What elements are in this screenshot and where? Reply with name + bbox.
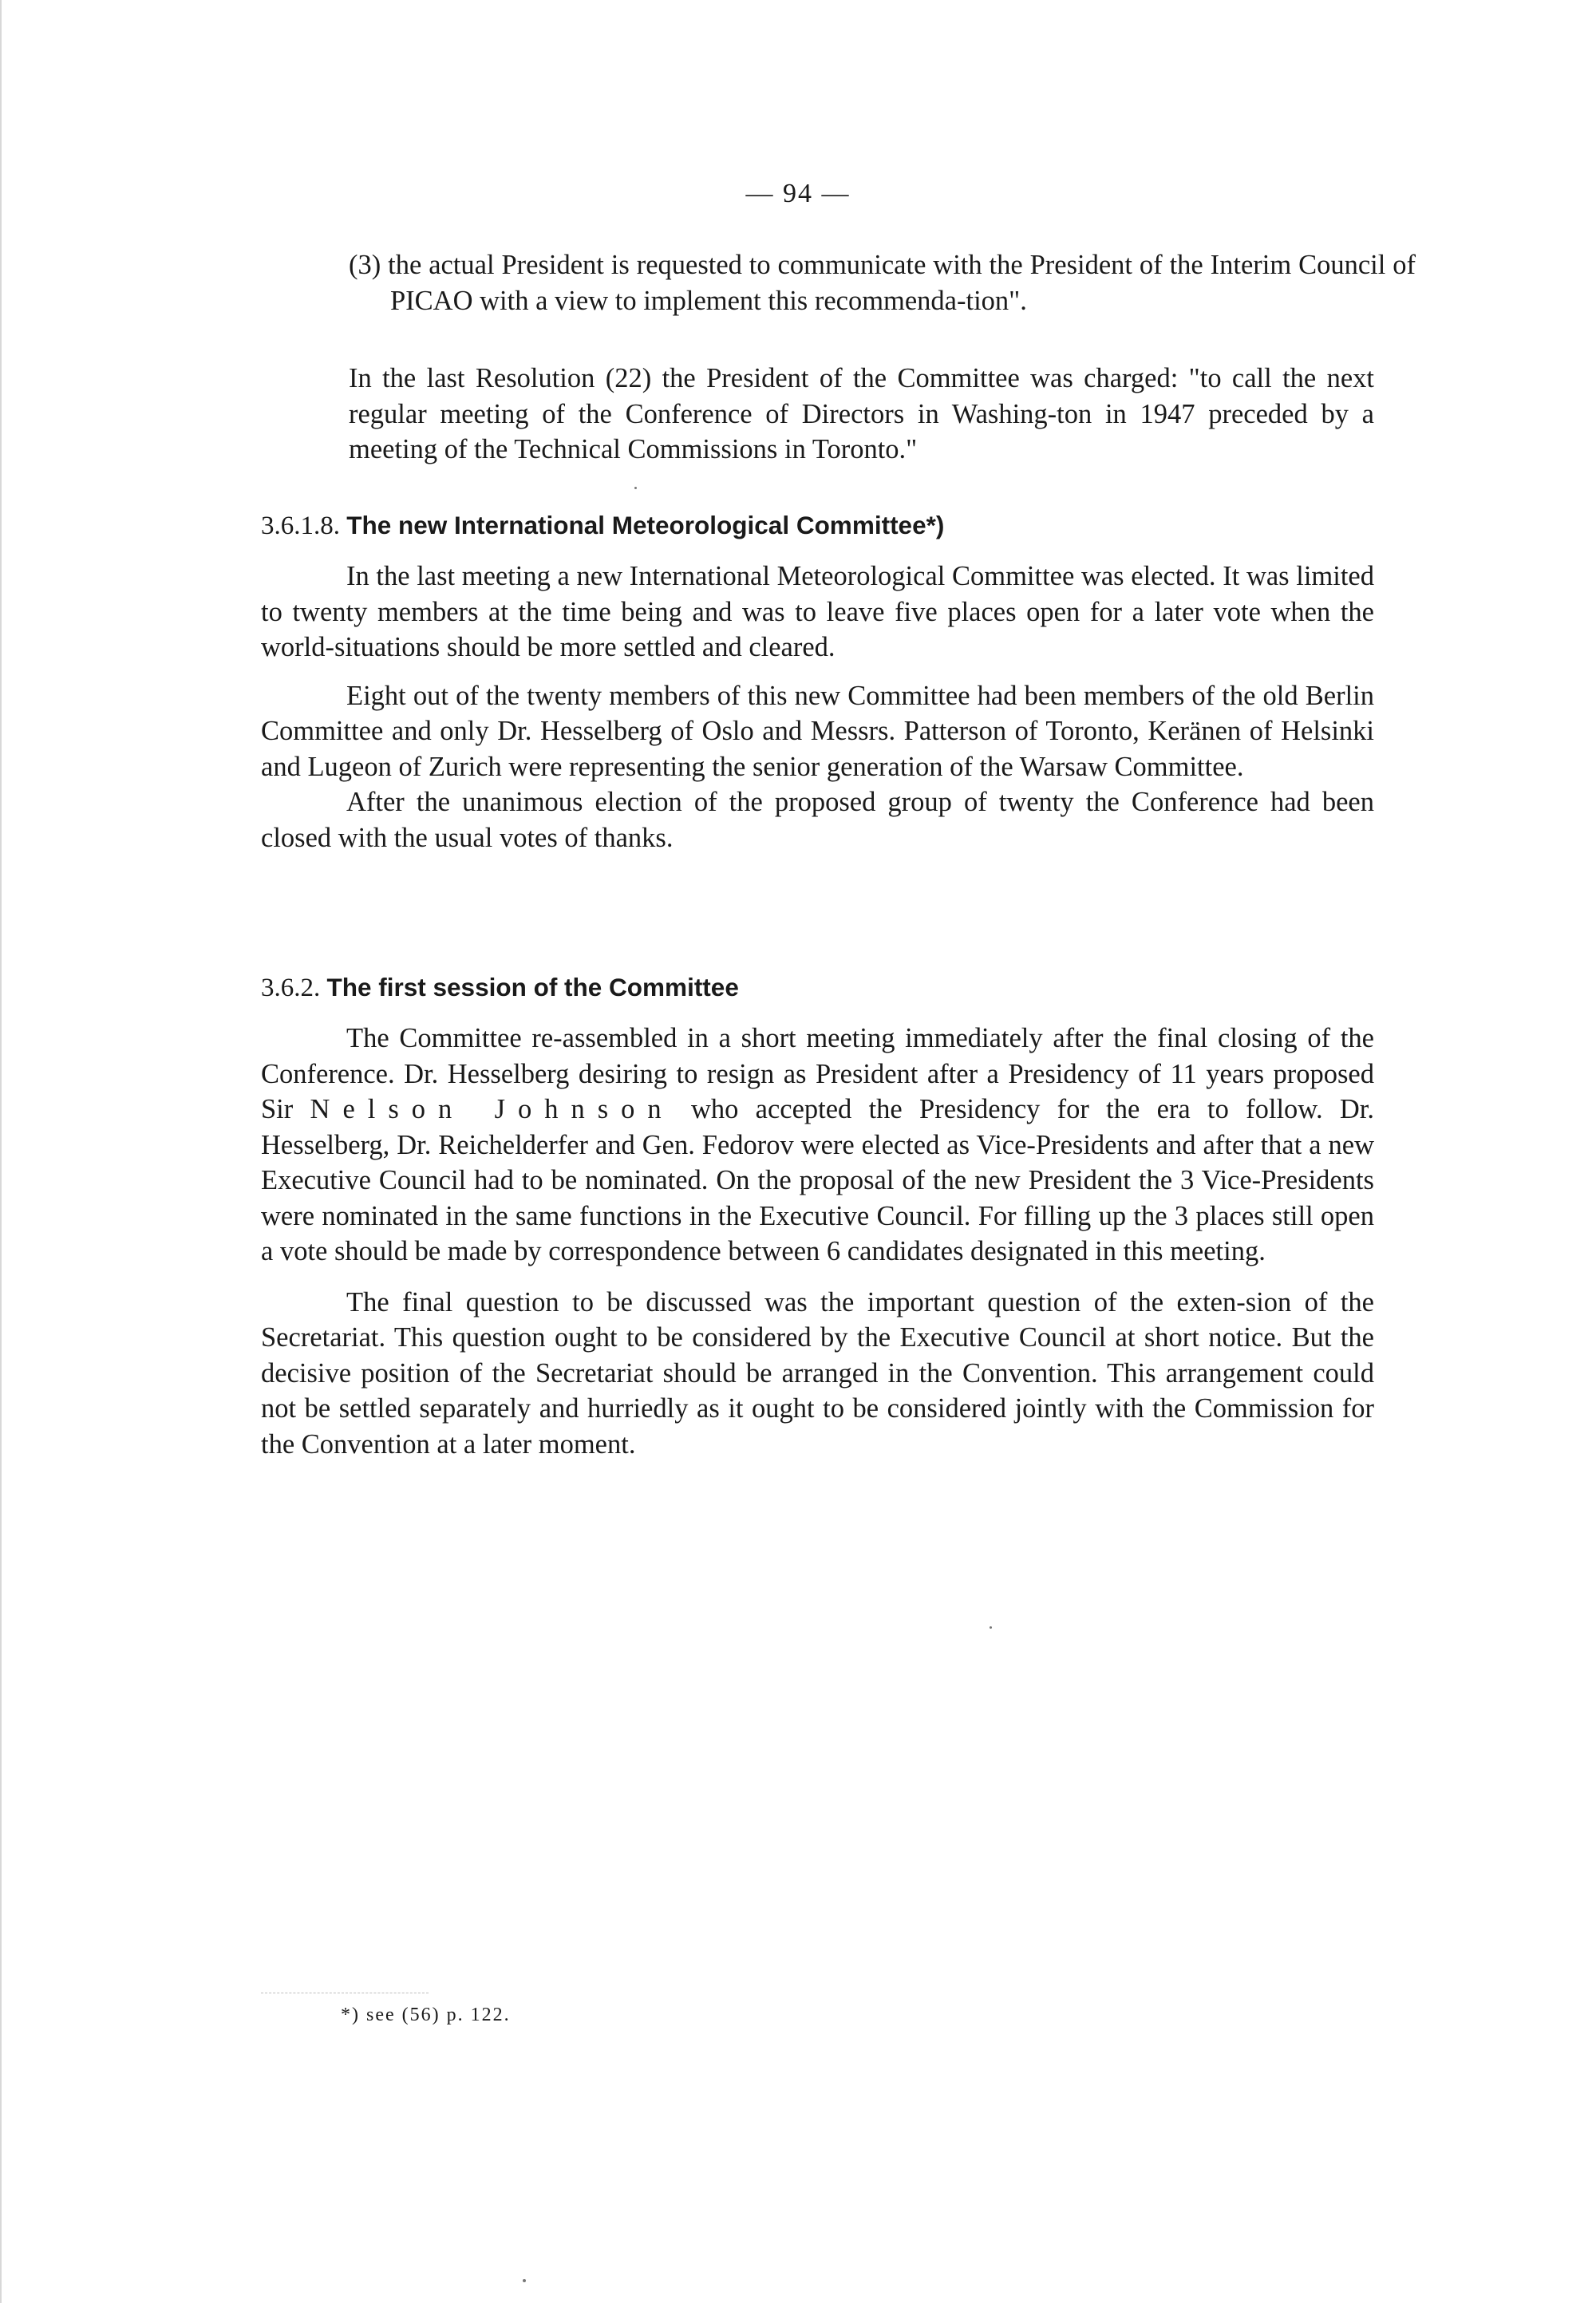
section-title: The new International Meteorological Committee*) [346, 511, 945, 539]
paragraph: The final question to be discussed was the important question of the exten-sion of the Secretariat. This question ought to be considered by the Executive Council at short notice. But the decisive position of the Secretariat should be arranged in the Convention. This arrangement could not be settled separately and hurriedly as it ought to be considered jointly with the Commission for the Convention at a later moment. [261, 1286, 1374, 1460]
section-number: 3.6.2. [261, 974, 321, 1002]
section-number: 3.6.1.8. [261, 512, 340, 540]
paragraph: In the last meeting a new International Meteorological Committee was elected. It was limited to twenty members at the time being and was to leave five places open for a later vote when the world-situations should be more settled and cleared. [261, 561, 1374, 662]
footnote: *) see (56) p. 122. [341, 2005, 511, 2025]
paragraph: After the unanimous election of the proposed group of twenty the Conference had been closed with the usual votes of thanks. [261, 787, 1374, 853]
quoted-resolution-item: (3) the actual President is requested to communicate with the President of the Interim Council of PICAO with a view to implement this recommenda-tion". [349, 250, 1416, 316]
section-first-session [261, 970, 1374, 1462]
paragraph: Eight out of the twenty members of this new Committee had been members of the old Berlin Committee and only Dr. Hesselberg of Oslo and Messrs. Patterson of Toronto, Keränen of Helsinki and Lugeon of Zurich were representing the senior generation of the Warsaw Committee. [261, 680, 1374, 782]
scan-speck [634, 487, 637, 489]
resolution-paragraph: In the last Resolution (22) the President of the Committee was charged: "to call the next regular meeting of the Conference of Directors in Washing-ton in 1947 preceded by a meeting of the Technical Commissions in Toronto." [349, 363, 1374, 464]
page-number: — 94 — [745, 179, 851, 208]
section-heading [261, 508, 1374, 543]
scan-edge [0, 0, 2, 2303]
section-title: The first session of the Committee [326, 973, 739, 1001]
section-new-committee [261, 508, 1374, 855]
paragraph-text: The Committee re-assembled in a short meeting immediately after the final closing of the Conference. Dr. Hesselberg desiring to resign as President after a Presidency of 11 years proposed Sir [261, 1023, 1374, 1124]
spaced-name: Nelson Johnson [310, 1094, 674, 1124]
scan-speck [990, 1626, 992, 1629]
paragraph [261, 1021, 1374, 1270]
paragraph-text: who accepted the Presidency for the era to follow. Dr. Hesselberg, Dr. Reichelderfer and Gen. Fedorov were elected as Vice-Presidents and after that a new Executive Council had to be nominated. On the proposal of the new President the 3 Vice-Presidents were nominated in the same functions in the Executive Council. For filling up the 3 places still open a vote should be made by correspondence between 6 candidates designated in this meeting. [261, 1094, 1374, 1266]
section-heading [261, 970, 1374, 1005]
scan-speck [523, 2279, 526, 2282]
